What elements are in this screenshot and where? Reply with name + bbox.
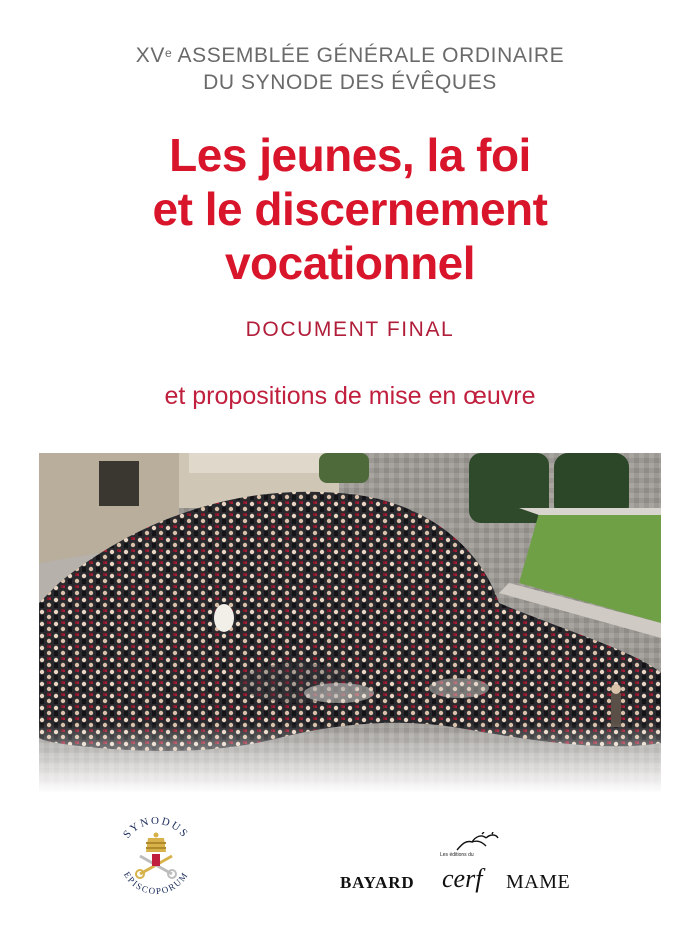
book-title xyxy=(0,128,700,290)
cerf-logo xyxy=(440,840,500,900)
svg-text:SYNODUS: SYNODUS xyxy=(120,815,192,841)
cerf-small-text: Les éditions du xyxy=(440,852,474,858)
assembly-header xyxy=(0,42,700,96)
synod-seal-logo xyxy=(108,808,204,904)
mame-logo: MAME xyxy=(506,871,571,893)
antler-icon xyxy=(452,832,502,852)
document-label: DOCUMENT FINAL xyxy=(245,318,455,341)
svg-text:EPISCOPORUM: EPISCOPORUM xyxy=(121,869,191,897)
cerf-wordmark: cerf xyxy=(442,864,483,893)
header-line-1: XVe ASSEMBLÉE GÉNÉRALE ORDINAIRE xyxy=(135,44,565,67)
group-photo xyxy=(39,453,661,793)
publisher-logos xyxy=(340,840,580,900)
title-line-1: Les jeunes, la foi xyxy=(169,129,531,181)
bayard-logo: BAYARD xyxy=(340,873,415,892)
photo-fade xyxy=(39,723,661,793)
header-line-2: DU SYNODE DES ÉVÊQUES xyxy=(203,71,497,94)
title-line-3: vocationnel xyxy=(224,237,476,289)
title-line-2: et le discernement xyxy=(152,183,548,235)
subtitle: et propositions de mise en œuvre xyxy=(164,382,536,410)
